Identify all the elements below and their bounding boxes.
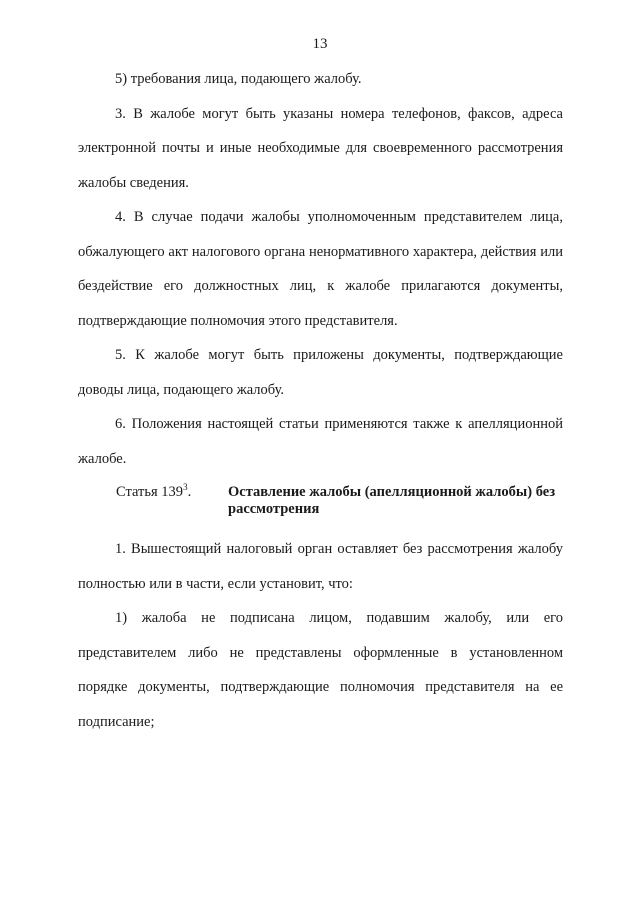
article-heading	[78, 484, 563, 518]
article-label-superscript: 3	[183, 482, 188, 492]
article-title: Оставление жалобы (апелляционной жалобы) без рассмотрения	[228, 484, 556, 517]
paragraph-6-appeal: 6. Положения настоящей статьи применяются также к апелляционной жалобе.	[78, 416, 563, 467]
article-label-suffix: .	[187, 484, 192, 500]
document-body	[78, 62, 563, 739]
paragraph-1-1-unsigned: 1) жалоба не подписана лицом, подавшим жалобу, или его представителем либо не представлены оформленные в установленном порядке документы, подтверждающие полномочия представителя на ее подписание;	[78, 610, 563, 730]
paragraph-5-attachments: 5. К жалобе могут быть приложены документы, подтверждающие доводы лица, подающего жалобу.	[78, 347, 563, 398]
paragraph-requirements-item: 5) требования лица, подающего жалобу.	[115, 71, 362, 87]
paragraph-4-representative: 4. В случае подачи жалобы уполномоченным представителем лица, обжалующего акт налогового органа ненормативного характера, действия или бездействие его должностных лиц, к жалобе прилагаются документы, подтверждающие полномочия этого представителя.	[78, 209, 563, 329]
paragraph-3-contacts: 3. В жалобе могут быть указаны номера телефонов, факсов, адреса электронной почты и иные необходимые для своевременного рассмотрения жалобы сведения.	[78, 105, 563, 191]
article-label	[78, 484, 228, 518]
page-number: 13	[312, 36, 328, 52]
article-label-text: Статья 139	[116, 484, 184, 500]
paragraph-1-rejection: 1. Вышестоящий налоговый орган оставляет без рассмотрения жалобу полностью или в части, если установит, что:	[78, 541, 563, 592]
